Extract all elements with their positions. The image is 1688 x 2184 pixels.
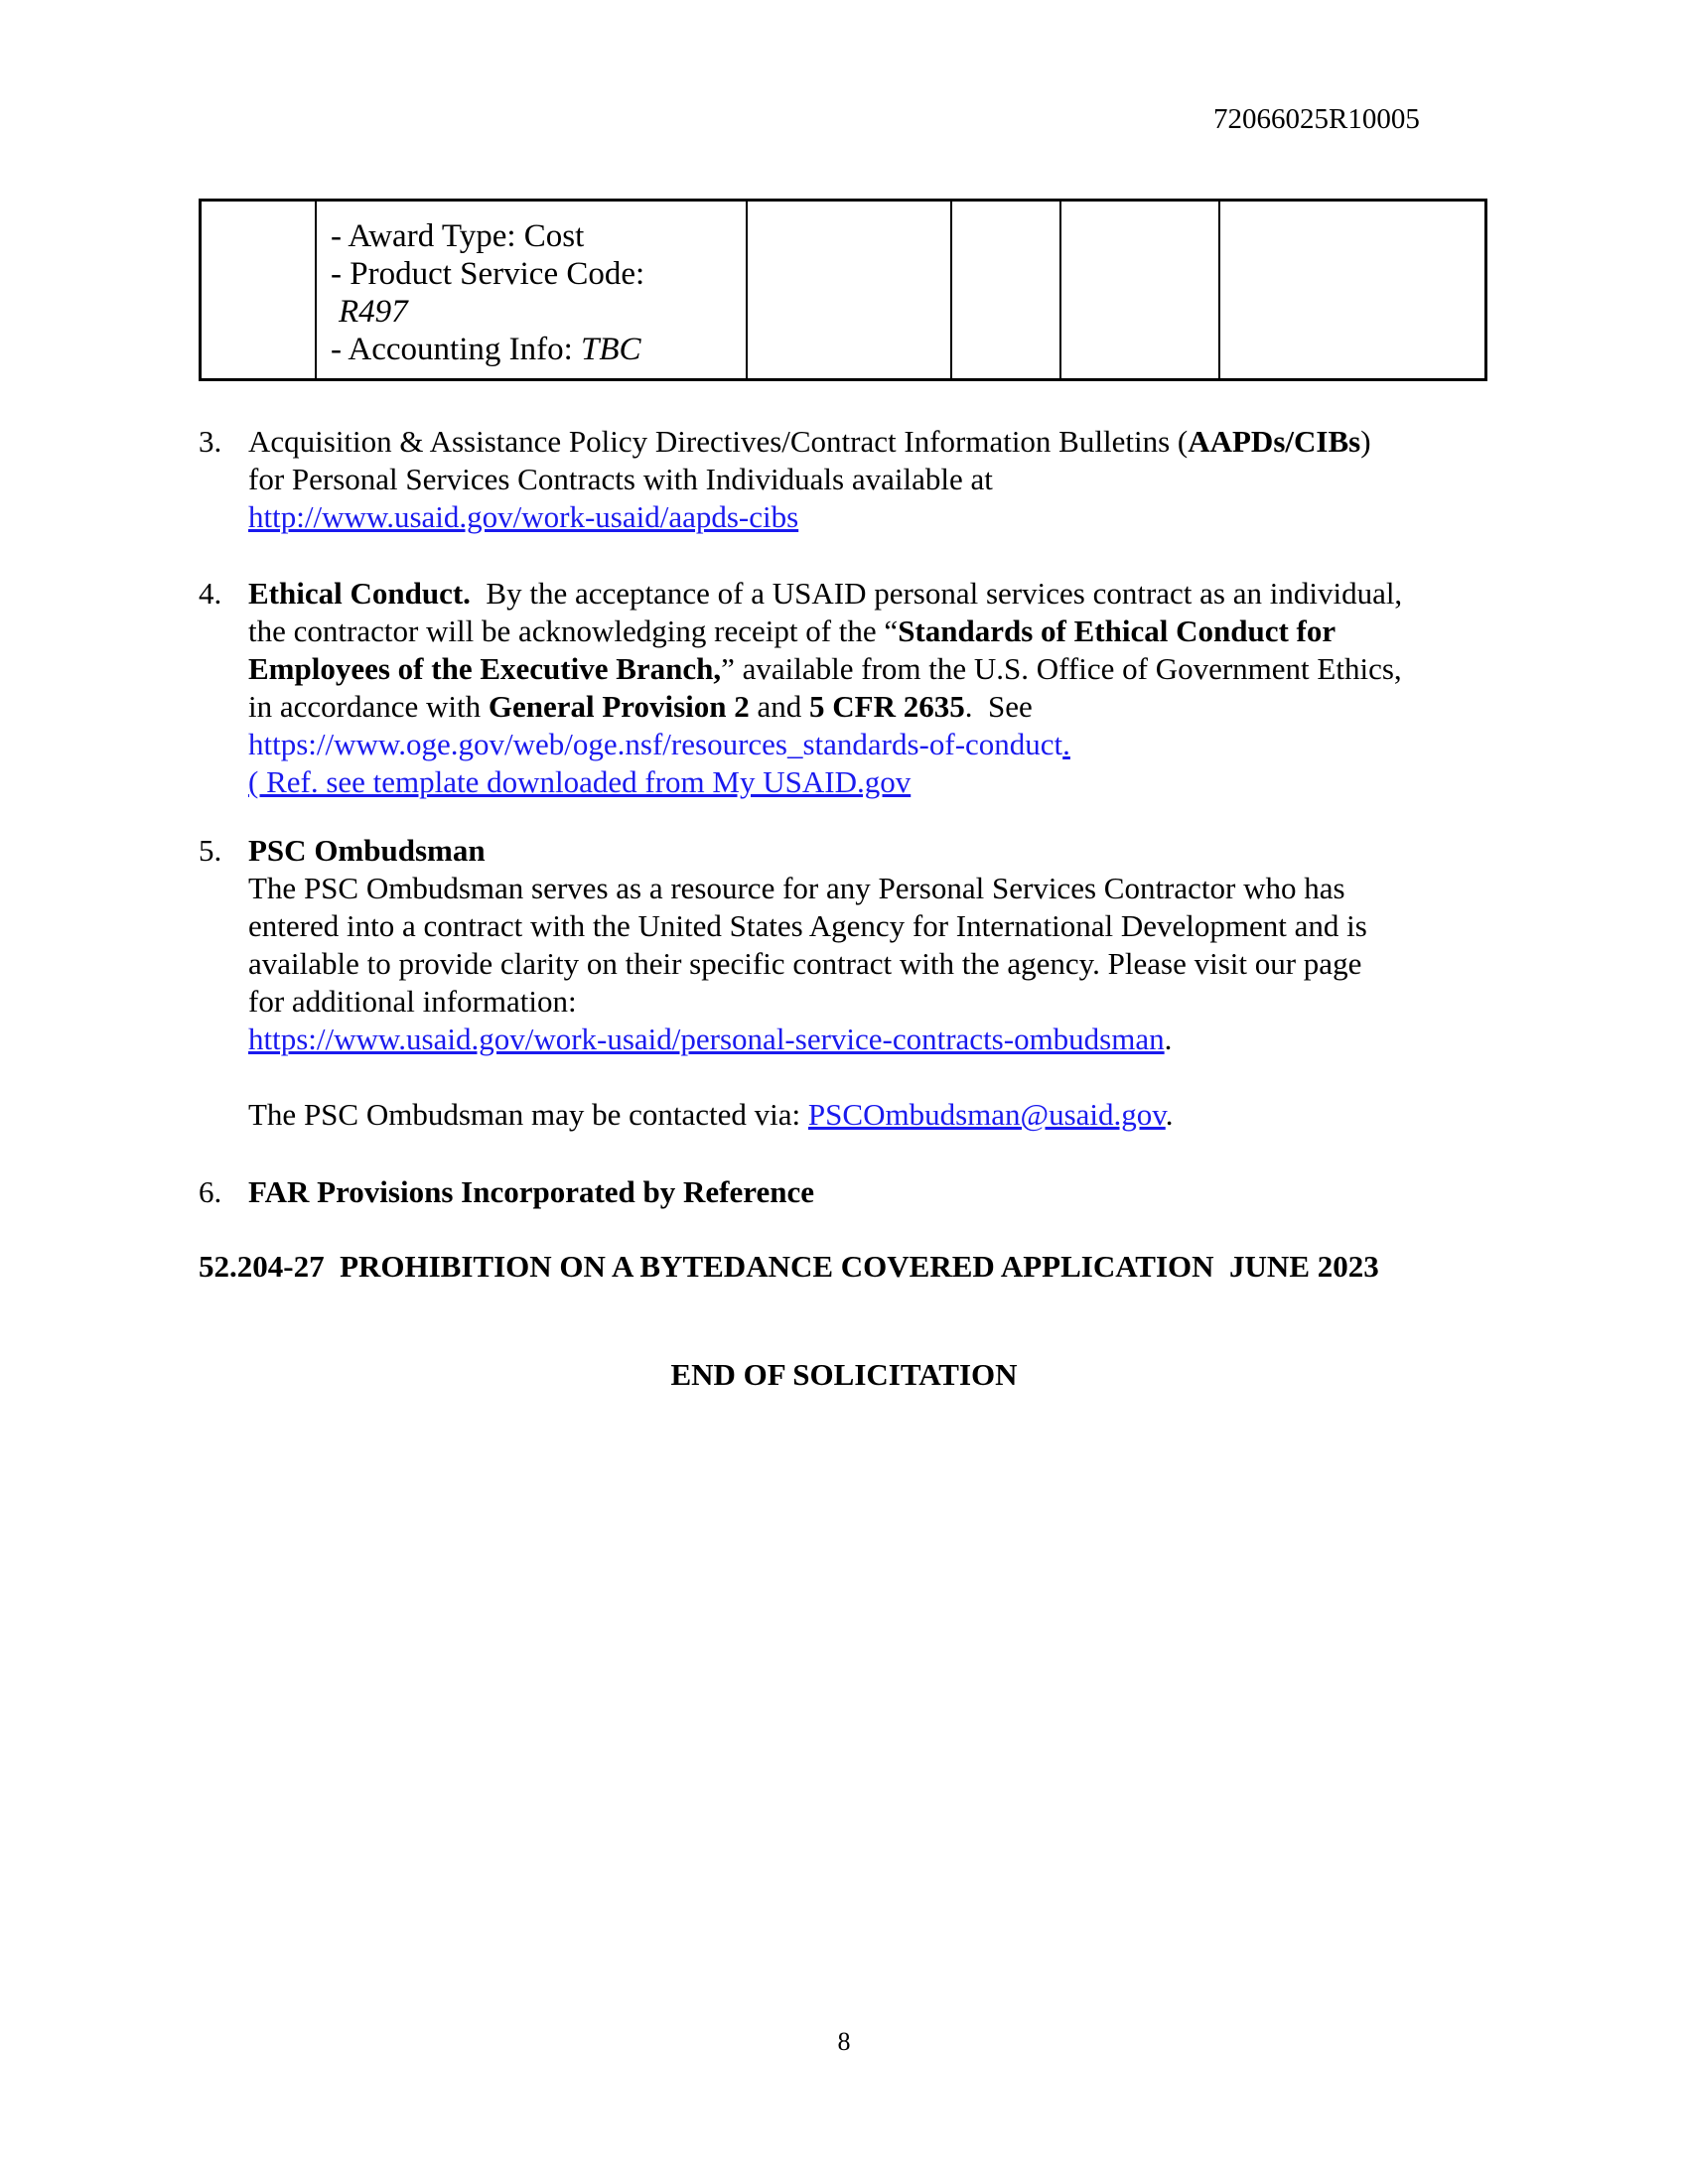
table-cell-quantity [748, 202, 952, 378]
list-item-far-provisions [199, 1173, 1499, 1213]
table-cell-unit [952, 202, 1061, 378]
oge-standards-link[interactable]: https://www.oge.gov/web/oge.nsf/resources_standards-of-conduct [248, 727, 1063, 761]
page-number: 8 [837, 2027, 851, 2056]
table-cell-item-number [202, 202, 317, 378]
list-item-ethical-conduct: 4. Ethical Conduct. By the acceptance of a USAID personal services contract as an individual, the contractor will be acknowledging receipt of the “Standards of Ethical Conduct for Employees of the Executive Branch,” available from the U.S. Office of Government Ethics, in accordance with General Provision 2 and 5 CFR 2635. See https://www.oge.gov/web/oge.nsf/resources_standards-of-conduct. ( Ref. see template downloaded from My USAID.gov [199, 576, 1403, 799]
line-item-table [199, 199, 1487, 381]
table-cell-total [1220, 202, 1484, 378]
my-usaid-template-link[interactable]: ( Ref. see template downloaded from My USAID.gov [248, 764, 912, 799]
list-number: 5. [199, 833, 222, 868]
section-title: FAR Provisions Incorporated by Reference [248, 1174, 814, 1209]
ombudsman-email-link[interactable]: PSCOmbudsman@usaid.gov [807, 1097, 1166, 1132]
product-service-code-label: - Product Service Code: [331, 256, 645, 292]
list-item-aapds: 3. Acquisition & Assistance Policy Directives/Contract Information Bulletins (AAPDs/CIBs) for Personal Services Contracts with Individuals available at http://www.usaid.gov/work-usaid/aapds-cibs [199, 424, 1371, 534]
ombudsman-page-link[interactable]: https://www.usaid.gov/work-usaid/personal-service-contracts-ombudsman [248, 1022, 1165, 1056]
aapds-cibs-link[interactable]: http://www.usaid.gov/work-usaid/aapds-cibs [248, 499, 799, 534]
section-title: Ethical Conduct. [248, 576, 471, 611]
accounting-info-value: TBC [581, 332, 641, 367]
accounting-info: - Accounting Info: TBC [331, 332, 641, 367]
table-cell-unit-price [1061, 202, 1220, 378]
end-of-solicitation: END OF SOLICITATION [670, 1357, 1018, 1392]
list-number: 3. [199, 424, 222, 459]
far-clause: 52.204-27 PROHIBITION ON A BYTEDANCE COVERED APPLICATION JUNE 2023 [199, 1249, 1379, 1284]
list-item-psc-ombudsman: 5. PSC Ombudsman The PSC Ombudsman serves as a resource for any Personal Services Contractor who has entered into a contract with the United States Agency for International Development and is available to provide clarity on their specific contract with the agency. Please visit our page for additional information: https://www.usaid.gov/work-usaid/personal-service-contracts-ombudsman. The PSC Ombudsman may be contacted via: PSCOmbudsman@usaid.gov. [199, 833, 1367, 1132]
table-cell-description [317, 202, 748, 378]
product-service-code-value: R497 [339, 294, 408, 330]
list-number: 6. [199, 1174, 222, 1209]
award-type: - Award Type: Cost [331, 218, 585, 254]
list-number: 4. [199, 576, 222, 611]
document-number: 72066025R10005 [1213, 103, 1420, 135]
section-title: PSC Ombudsman [248, 833, 486, 868]
